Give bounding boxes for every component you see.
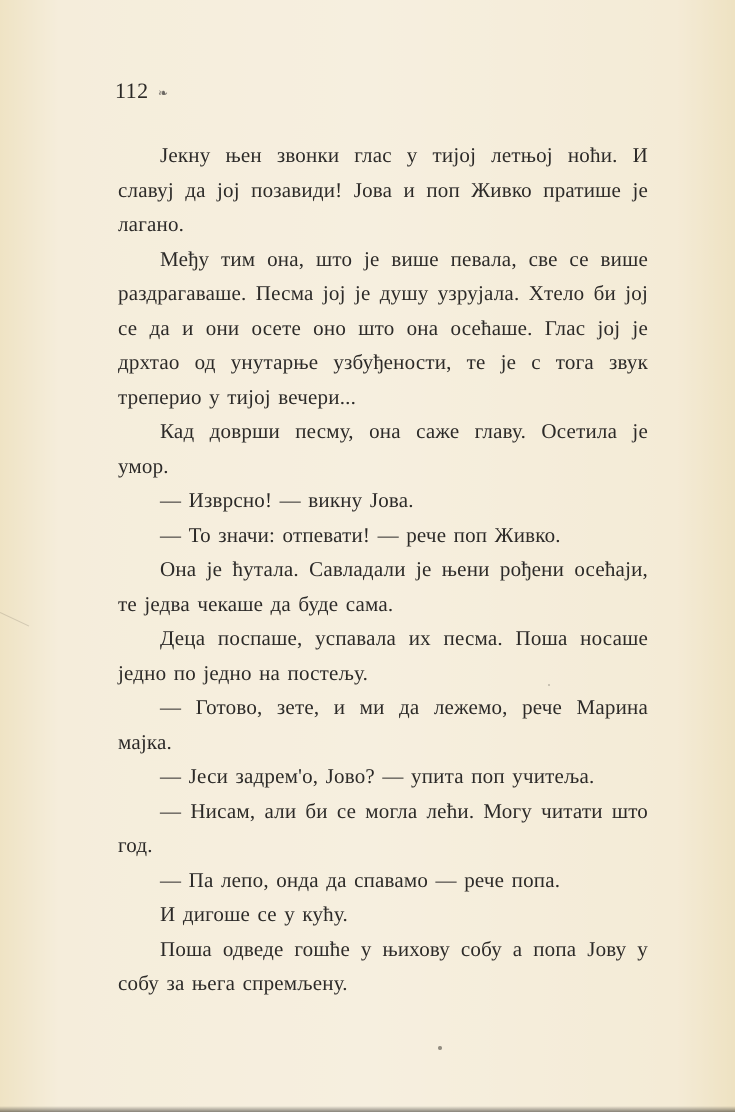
paragraph: Међу тим она, што је више певала, све се више раздрагаваше. Песма јој је душу узрујала. Хтело би јој се да и они осете оно што она осећаше. Глас јој је дрхтао од унутарње узбуђености, те је с тога звук треперио у тијој вечери... [118, 246, 648, 409]
dialogue-line: — Па лепо, онда да спавамо — рече попа. [160, 867, 561, 892]
ink-speck [548, 684, 550, 686]
paragraph: Деца поспаше, успавала их песма. Поша носаше једно по једно на постељу. [118, 626, 648, 685]
dialogue-line: — Изврсно! — викну Јова. [160, 488, 414, 512]
paragraph: И дигоше се у кућу. [160, 902, 348, 926]
paragraph: Кад доврши песму, она саже главу. Осетила је умор. [118, 419, 648, 478]
scan-edge-shadow [0, 1106, 735, 1112]
ink-speck [438, 1046, 442, 1050]
dialogue-line: — Нисам, али би се могла лећи. Могу читати што год. [118, 798, 648, 857]
dialogue-line: — Готово, зете, и ми да лежемо, рече Марина мајка. [118, 695, 648, 754]
page-text [118, 138, 648, 1001]
paragraph: Јекну њен звонки глас у тијој летњој ноћи. И славуј да јој позавиди! Јова и поп Живко пратише је лагано. [118, 143, 648, 236]
paragraph: Поша одведе гошће у њихову собу а попа Јову у собу за њега спремљену. [118, 936, 648, 995]
dialogue-line: — Јеси задрем'о, Јово? — упита поп учитеља. [160, 764, 595, 788]
page-number-ornament-icon: ❧ [158, 86, 169, 100]
dialogue-line: — То значи: отпевати! — рече поп Живко. [160, 522, 561, 547]
page-crease [0, 612, 29, 626]
paragraph: Она је ћутала. Савладали је њени рођени осећаји, те једва чекаше да буде сама. [118, 557, 648, 616]
page-number: 112 [115, 78, 149, 103]
